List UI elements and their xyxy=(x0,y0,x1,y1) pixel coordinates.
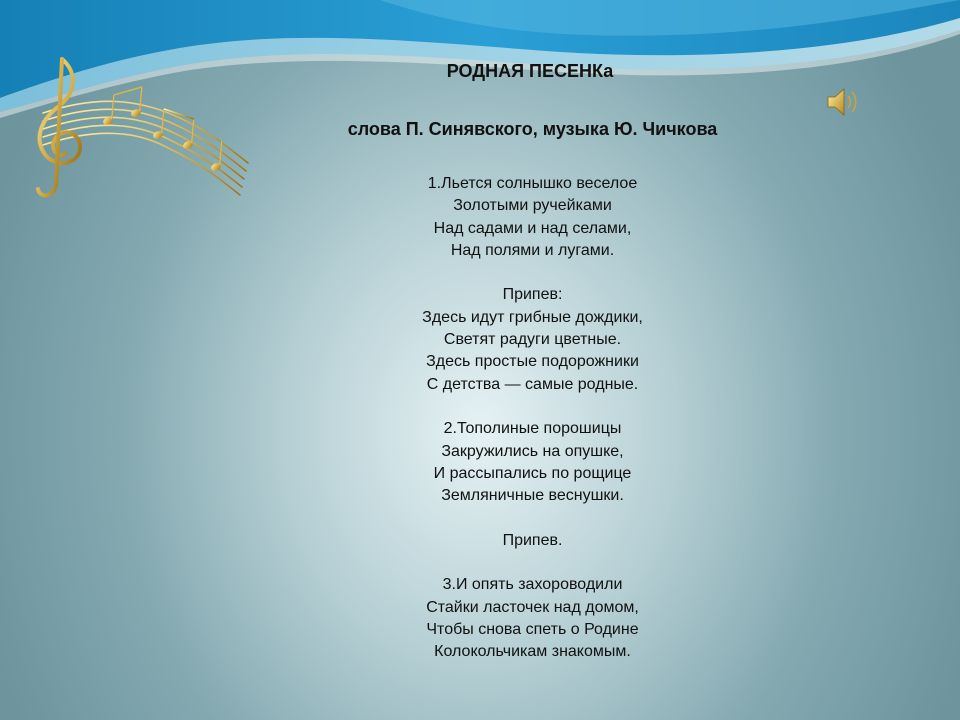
lyric-line: С детства — самые родные. xyxy=(426,375,639,393)
chorus xyxy=(330,284,735,395)
lyric-line: 1.Льется солнышко веселое xyxy=(427,175,638,192)
chorus-label: Припев: xyxy=(502,286,563,304)
song-title: РОДНАЯ ПЕСЕНКа xyxy=(446,61,614,81)
stanza-2 xyxy=(330,418,735,507)
stanza-1 xyxy=(330,173,735,262)
lyric-line: Здесь идут грибные дождики, xyxy=(422,308,643,326)
lyric-line: 3.И опять захороводили xyxy=(442,576,623,594)
lyric-line: Закружились на опушке, xyxy=(441,442,624,460)
stanza-3 xyxy=(330,574,735,663)
lyric-line: И рассыпались по рощице xyxy=(433,464,632,482)
chorus-label: Припев. xyxy=(502,531,563,549)
lyric-line: 2.Тополиные порошицы xyxy=(443,420,622,438)
lyric-line: Золотыми ручейками xyxy=(453,197,612,215)
lyric-line: Здесь простые подорожники xyxy=(426,353,639,371)
song-credits: слова П. Синявского, музыка Ю. Чичкова xyxy=(347,119,718,139)
lyrics xyxy=(330,173,735,686)
lyric-line: Над садами и над селами, xyxy=(433,219,632,237)
lyric-line: Над полями и лугами. xyxy=(450,241,615,259)
lyric-line: Колокольчикам знакомым. xyxy=(434,643,631,661)
chorus-repeat xyxy=(330,530,735,552)
lyric-line: Чтобы снова спеть о Родине xyxy=(426,620,639,638)
lyric-line: Стайки ласточек над домом, xyxy=(426,598,639,616)
treble-clef-staff-icon xyxy=(18,55,253,205)
lyric-line: Светят радуги цветные. xyxy=(443,331,622,349)
lyric-line: Земляничные веснушки. xyxy=(441,487,624,505)
speaker-icon[interactable] xyxy=(826,86,860,118)
